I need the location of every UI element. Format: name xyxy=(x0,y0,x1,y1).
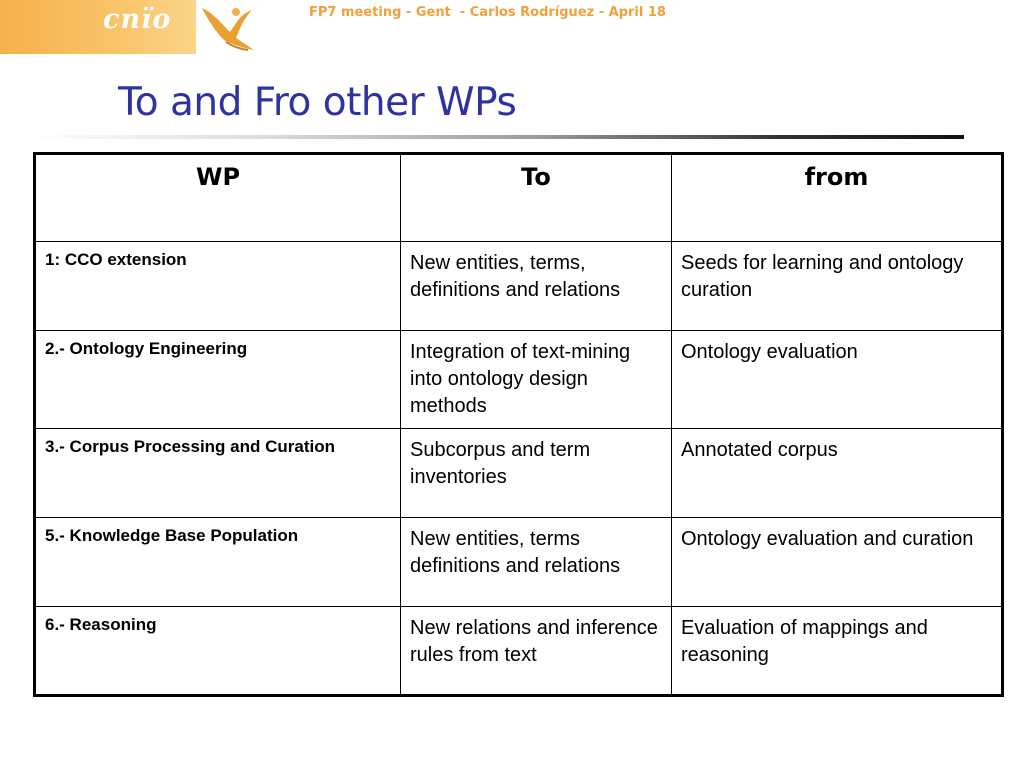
cnio-logo-box xyxy=(0,0,196,54)
table-row xyxy=(35,331,1003,429)
from-cell: Ontology evaluation and curation xyxy=(672,518,1003,607)
table-row xyxy=(35,607,1003,696)
table-row xyxy=(35,518,1003,607)
table-header-row xyxy=(35,154,1003,242)
from-cell: Ontology evaluation xyxy=(672,331,1003,429)
cnio-logo-text: cnïo xyxy=(103,4,172,35)
wp-cell: 5.- Knowledge Base Population xyxy=(35,518,401,607)
meeting-header-text: FP7 meeting - Gent - Carlos Rodríguez - April 18 xyxy=(309,5,666,20)
bird-logo-icon xyxy=(196,2,258,52)
wp-cell: 1: CCO extension xyxy=(35,242,401,331)
to-cell: New relations and inference rules from text xyxy=(401,607,672,696)
from-cell: Annotated corpus xyxy=(672,429,1003,518)
wp-cell: 2.- Ontology Engineering xyxy=(35,331,401,429)
table-row xyxy=(35,429,1003,518)
column-header-to: To xyxy=(401,154,672,242)
to-cell: Integration of text-mining into ontology design methods xyxy=(401,331,672,429)
wp-table xyxy=(33,152,1004,697)
to-cell: New entities, terms definitions and relations xyxy=(401,518,672,607)
to-cell: New entities, terms, definitions and relations xyxy=(401,242,672,331)
wp-cell: 6.- Reasoning xyxy=(35,607,401,696)
title-divider xyxy=(30,135,964,139)
to-cell: Subcorpus and term inventories xyxy=(401,429,672,518)
column-header-wp: WP xyxy=(35,154,401,242)
table-row xyxy=(35,242,1003,331)
column-header-from: from xyxy=(672,154,1003,242)
slide-title: To and Fro other WPs xyxy=(118,80,517,125)
from-cell: Evaluation of mappings and reasoning xyxy=(672,607,1003,696)
wp-cell: 3.- Corpus Processing and Curation xyxy=(35,429,401,518)
from-cell: Seeds for learning and ontology curation xyxy=(672,242,1003,331)
